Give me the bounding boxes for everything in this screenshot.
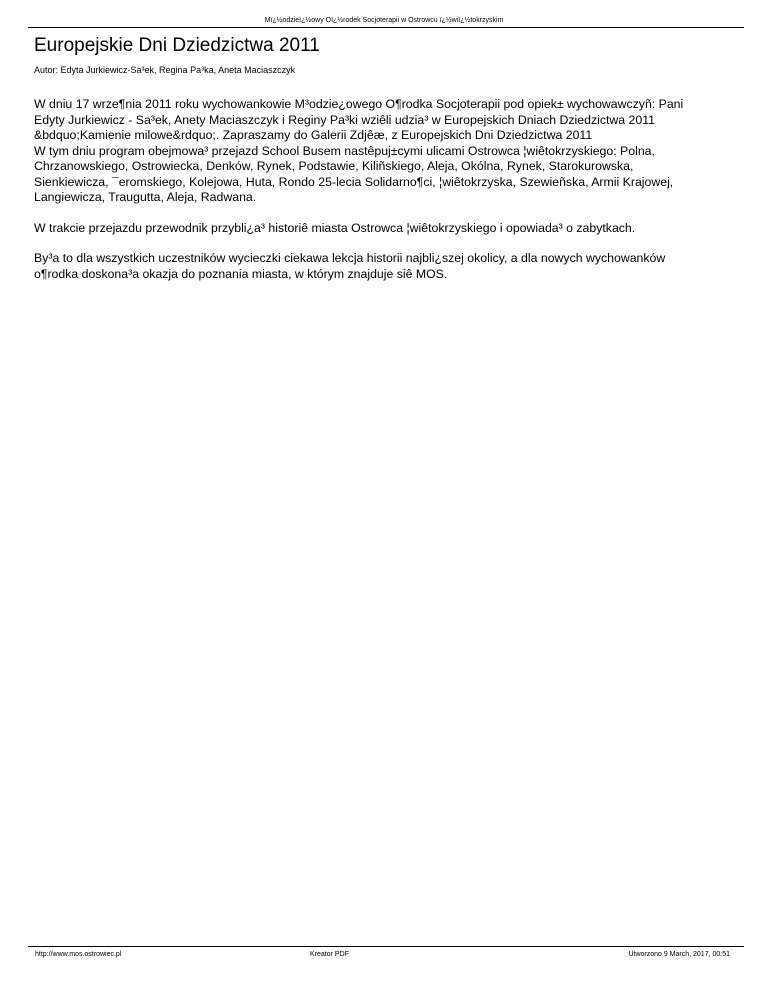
text-line: W tym dniu program obejmowa³ przejazd School Busem nastêpuj±cymi ulicami Ostrowca ¦wiêtokrzyskiego: Polna,: [34, 143, 655, 158]
footer-created-date: Utworzono 9 March, 2017, 00:51: [628, 951, 730, 958]
article-title: Europejskie Dni Dziedzictwa 2011: [34, 35, 320, 56]
footer-url: http://www.mos.ostrowiec.pl: [35, 951, 122, 958]
text-line: W dniu 17 wrze¶nia 2011 roku wychowankowie M³odzie¿owego O¶rodka Socjoterapii pod opiek± wychowawczyñ: Pani: [34, 97, 684, 111]
page-header: Mï¿½odzieï¿½owy Oï¿½rodek Socjoterapii w Ostrowcu ï¿½wiï¿½tokrzyskim: [264, 17, 504, 24]
article-paragraph: [34, 221, 734, 237]
header-divider: [28, 27, 744, 28]
article-paragraph: [34, 97, 734, 206]
text-line: o¶rodka doskona³a okazja do poznania miasta, w którym znajduje siê MOS.: [34, 266, 448, 281]
text-line: Langiewicza, Traugutta, Aleja, Radwana.: [34, 190, 257, 204]
text-line: &bdquo;Kamienie milowe&rdquo;. Zapraszamy do Galerii Zdjêæ, z Europejskich Dni Dziedzictwa 2011: [34, 128, 593, 142]
article-paragraph: [34, 251, 734, 282]
footer-generator: Kreator PDF: [310, 951, 349, 958]
article-author: Autor: Edyta Jurkiewicz-Sa³ek, Regina Pa³ka, Aneta Maciaszczyk: [34, 65, 296, 75]
text-line: Edyty Jurkiewicz - Sa³ek, Anety Maciaszczyk i Reginy Pa³ki wziêli udzia³ w Europejskich Dniach Dziedzictwa 2011: [34, 112, 655, 127]
article-body: [34, 97, 734, 297]
text-line: Chrzanowskiego, Ostrowiecka, Denków, Rynek, Podstawie, Kiliñskiego, Aleja, Okólna, Rynek, Starokurowska,: [34, 159, 634, 173]
text-line: Sienkiewicza, ¯eromskiego, Kolejowa, Huta, Rondo 25-lecia Solidarno¶ci, ¦wiêtokrzyska, Szewieñska, Armii Krajowej,: [34, 174, 674, 189]
text-line: W trakcie przejazdu przewodnik przybli¿a³ historiê miasta Ostrowca ¦wiêtokrzyskiego i opowiada³ o zabytkach.: [34, 220, 636, 235]
text-line: By³a to dla wszystkich uczestników wycieczki ciekawa lekcja historii najbli¿szej okolicy, a dla nowych wychowanków: [34, 251, 666, 265]
footer-divider: [28, 946, 744, 947]
